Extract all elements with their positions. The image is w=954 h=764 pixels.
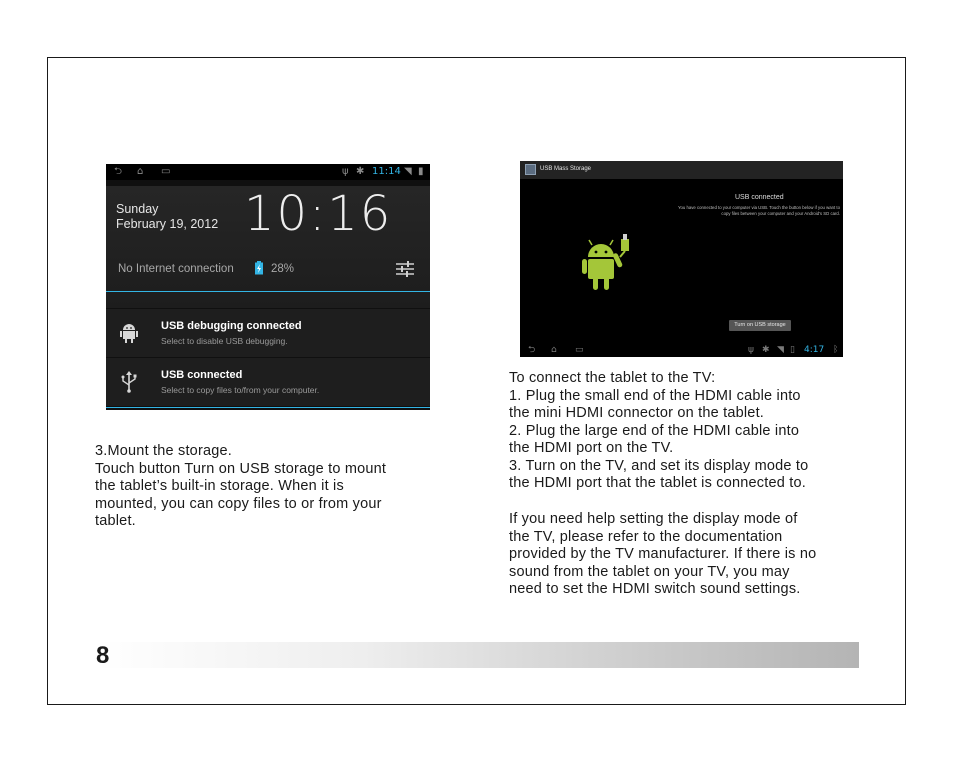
text-line: the TV, please refer to the documentation [509,528,783,545]
text-line: To connect the tablet to the TV: [509,370,716,386]
text-line: provided by the TV manufacturer. If there is no [509,546,817,562]
usb-icon [119,371,139,393]
usb-status-icon: ψ [342,166,349,177]
wifi-icon: ◥ [404,166,412,177]
system-bar [520,344,843,357]
home-icon: ⌂ [137,166,144,177]
left-instructions [95,443,435,531]
page-number: 8 [96,642,110,669]
text-line: 3. Turn on the TV, and set its display mode to [509,457,809,474]
footer-bar [95,642,859,668]
date-label: February 19, 2012 [116,217,219,231]
notification-subtitle: Select to copy files to/from your computer. [161,385,320,395]
notification-usb-debugging[interactable] [106,309,430,357]
bluetooth-icon: ᛒ [833,345,839,355]
app-title: USB Mass Storage [540,166,592,172]
text-line: tablet. [95,513,136,529]
network-status: No Internet connection [118,263,234,275]
app-icon [525,164,536,175]
recent-apps-icon: ▭ [161,166,171,177]
notification-title: USB connected [161,369,243,381]
system-clock: 4:17 [804,345,825,355]
text-line: 1. Plug the small end of the HDMI cable into [509,387,801,404]
usb-status-icon: ψ [748,345,754,355]
battery-status-icon: ▮ [418,166,424,177]
notification-shade-screenshot [106,164,430,410]
notification-title: USB debugging connected [161,320,302,332]
debug-status-icon: ✱ [762,345,770,355]
back-icon: ⮌ [114,166,123,177]
text-line: the HDMI port that the tablet is connected to. [509,475,806,491]
text-line: sound from the tablet on your TV, you may [509,563,790,580]
battery-charging-icon [254,261,264,275]
android-debug-icon [119,321,139,343]
turn-on-usb-storage-button[interactable]: Turn on USB storage [729,320,791,331]
text-line: the HDMI port on the TV. [509,440,674,456]
tv-connection-instructions [509,370,859,493]
big-clock: 10:16 [244,186,393,242]
quick-settings-icon[interactable] [395,260,415,278]
usb-heading: USB connected [735,194,784,201]
display-mode-help [509,511,864,599]
text-line: the mini HDMI connector on the tablet. [509,405,765,421]
text-line: 3.Mount the storage. [95,443,232,459]
battery-icon: ▯ [790,345,795,355]
home-icon: ⌂ [551,345,557,355]
android-usb-icon [582,233,634,291]
text-line: the tablet’s built-in storage. When it is [95,478,344,494]
text-line: If you need help setting the display mode of [509,511,798,527]
bottom-line [106,407,430,408]
notification-usb-connected[interactable] [106,358,430,406]
text-line: need to set the HDMI switch sound settings. [509,581,801,597]
battery-percent: 28% [271,263,295,275]
status-clock: 11:14 [372,166,401,177]
action-bar [520,161,843,179]
status-bar [106,164,430,180]
recent-apps-icon: ▭ [575,345,584,355]
debug-status-icon: ✱ [356,166,365,177]
wifi-icon: ◥ [777,345,784,355]
usb-body-text: You have connected to your computer via USB. Touch the button below if you want to copy files between your computer and your Android's SD card. [678,205,840,216]
text-line: mounted, you can copy files to or from your [95,495,382,512]
usb-mass-storage-screenshot [520,161,843,357]
back-icon: ⮌ [528,345,536,355]
day-label: Sunday [116,202,159,216]
date-block [116,202,218,232]
divider-line [106,291,430,292]
notification-subtitle: Select to disable USB debugging. [161,336,288,346]
text-line: 2. Plug the large end of the HDMI cable into [509,422,800,439]
text-line: Touch button Turn on USB storage to mount [95,460,387,477]
